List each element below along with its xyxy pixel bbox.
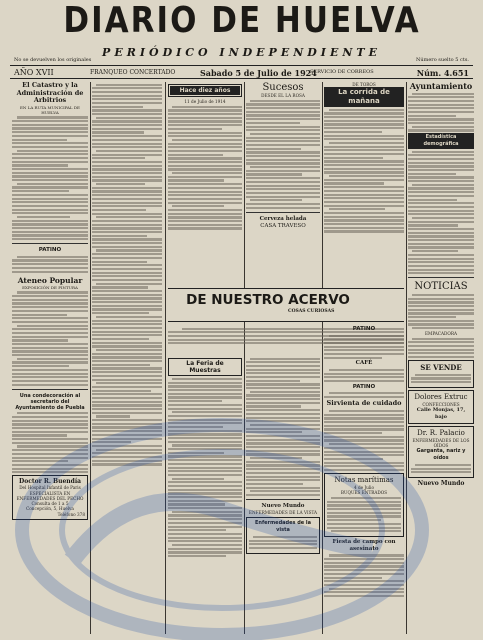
headline-patino-3: PATINO	[352, 383, 376, 390]
deck-catastro: EN LA RUTA MUNICIPAL DE HUELVA	[20, 104, 80, 115]
doctor-phone: Teléfono 378	[57, 511, 85, 517]
palacio-title: Dr. R. Palacio	[417, 428, 465, 437]
issue-year: AÑO XVII	[14, 68, 54, 77]
note-right: Número suelto 5 cts.	[416, 57, 469, 63]
article-body	[408, 151, 474, 275]
article-body	[324, 392, 404, 398]
column-1	[12, 82, 88, 634]
acervo-banner	[168, 288, 404, 322]
article-body	[249, 536, 317, 549]
article-body	[324, 410, 404, 471]
extruc-addr: Calle Monjas, 17, bajo	[416, 406, 466, 420]
deck-sucesos: DESDE EL LA ROSA	[261, 93, 305, 98]
doctor-ad	[12, 475, 88, 519]
divider	[12, 389, 88, 390]
article-body	[12, 291, 88, 385]
issue-number: Núm. 4.651	[416, 68, 469, 78]
column-rule	[165, 82, 166, 634]
corner-right-box	[439, 2, 477, 24]
nuevo-mundo-tag: ENFERMEDADES DE LA VISTA	[248, 510, 318, 516]
masthead-title: DIARIO DE HUELVA	[63, 0, 421, 42]
extruc-ad	[408, 390, 474, 424]
headline-sirvienta: Sirvienta de cuidado	[326, 399, 402, 408]
column-5	[324, 82, 404, 286]
headline-catastro: El Catastro y la Administración de Arbitrios	[16, 82, 84, 104]
empacadora-title: EMPACADORA	[425, 330, 457, 336]
maritimas-buques: BUQUES ENTRADOS	[340, 490, 388, 496]
column-2	[92, 82, 162, 634]
palacio-ad	[408, 426, 474, 478]
article-body	[327, 497, 401, 532]
divider	[246, 499, 320, 500]
headline-condecoracion: Una condecoración al secretario del Ayuntamiento de Puebla	[15, 392, 85, 411]
extruc-sub: CONFECCIONES	[422, 401, 460, 407]
banner-subtitle: COSAS CURIOSAS	[288, 309, 335, 314]
overline-toros: DE TOROS	[352, 82, 376, 87]
masthead-subtitle: PERIÓDICO INDEPENDIENTE	[102, 46, 381, 59]
divider	[12, 243, 88, 244]
ad-cerveza: Cerveza helada	[259, 215, 307, 222]
headline-estadistica: Estadística demográfica	[408, 133, 474, 149]
column-3-lower	[168, 356, 242, 634]
note-left: No se devuelven los originales	[14, 57, 92, 63]
article-body	[324, 109, 404, 233]
palacio-sub: ENFERMEDADES DE LOS OÍDOS	[412, 437, 470, 449]
headline-ayuntamiento: Ayuntamiento	[409, 82, 473, 91]
masthead	[8, 0, 476, 42]
deck-ateneo: EXPOSICIÓN DE PINTURA	[22, 284, 78, 290]
headline-maritimas: Notas marítimas	[334, 476, 394, 485]
ad-cerveza-sub: CASA TRAVESO	[260, 222, 306, 229]
palacio-body: Garganta, nariz y oídos	[416, 448, 466, 462]
maritimas-date: 4 de Julio	[353, 485, 375, 491]
se-vende-title: SE VENDE	[420, 363, 462, 373]
article-body	[408, 294, 474, 329]
headline-corrida: La corrida de mañana	[324, 87, 404, 107]
article-body	[12, 412, 88, 473]
doctor-name: Doctor R. Buendía	[18, 478, 82, 486]
doctor-line: Consulta de 1 a 5	[31, 501, 69, 507]
feria-box	[168, 358, 242, 376]
column-rule	[244, 82, 245, 634]
column-3	[168, 82, 242, 286]
doctor-line: ESPECIALISTA EN ENFERMEDADES DEL PECHO	[16, 490, 84, 501]
article-body	[324, 554, 404, 597]
column-5-lower	[324, 326, 404, 634]
column-4-lower	[246, 356, 320, 634]
maritimas-box	[324, 473, 404, 537]
headline-ateneo: Ateneo Popular	[17, 275, 83, 285]
column-rule	[322, 82, 323, 634]
headline-feria: La Feria de Muestras	[186, 360, 224, 374]
nuevo-mundo-title: Nuevo Mundo	[261, 503, 305, 510]
vista-title: Enfermedades de la vista	[254, 520, 312, 534]
divider	[408, 277, 474, 278]
info-bar	[10, 65, 473, 79]
headline-cafe: CAFÉ	[355, 360, 373, 367]
article-body	[408, 338, 474, 359]
article-body	[246, 100, 320, 209]
headline-noticias: NOTICIAS	[414, 281, 468, 293]
article-body	[324, 335, 404, 359]
headline-patino-2: PATINO	[352, 326, 376, 332]
headline-patino: PATINO	[38, 247, 62, 254]
hace-diez-date: 11 de Julio de 1914	[184, 99, 226, 104]
column-rule	[90, 82, 91, 634]
column-6	[408, 82, 474, 634]
se-vende-box	[408, 360, 474, 388]
hace-diez-box	[168, 84, 242, 97]
article-body	[408, 93, 474, 132]
column-rule	[406, 82, 407, 634]
article-body	[246, 358, 320, 497]
banner-title: DE NUESTRO ACERVO	[186, 292, 350, 308]
article-body	[411, 464, 471, 474]
doctor-line: Del Hospital Infantil de Paris	[19, 485, 81, 491]
vista-ad	[246, 517, 320, 553]
postal-note: SERVICIO DE CORREOS	[310, 69, 374, 75]
article-body	[12, 256, 88, 273]
doctor-line: Concepción, 5, Huelva	[26, 506, 74, 512]
divider	[246, 212, 320, 213]
nuevo-mundo-ad: Nuevo Mundo	[417, 479, 465, 487]
hace-diez-title: Hace diez años	[170, 86, 240, 95]
postage-note: FRANQUEO CONCERTADO	[90, 69, 176, 76]
headline-sucesos: Sucesos	[262, 82, 304, 93]
article-body	[168, 106, 242, 230]
article-body	[92, 84, 162, 466]
article-body	[411, 374, 471, 384]
extruc-title: Dolores Extruc	[414, 392, 468, 401]
article-body	[324, 369, 404, 382]
corner-left-box	[6, 2, 32, 18]
issue-date: Sabado 5 de Julio de 1924	[200, 68, 317, 78]
headline-fiesta: Fiesta de campo con asesinato	[332, 538, 396, 552]
article-body	[12, 116, 88, 240]
article-body	[168, 378, 242, 557]
column-4	[246, 82, 320, 286]
